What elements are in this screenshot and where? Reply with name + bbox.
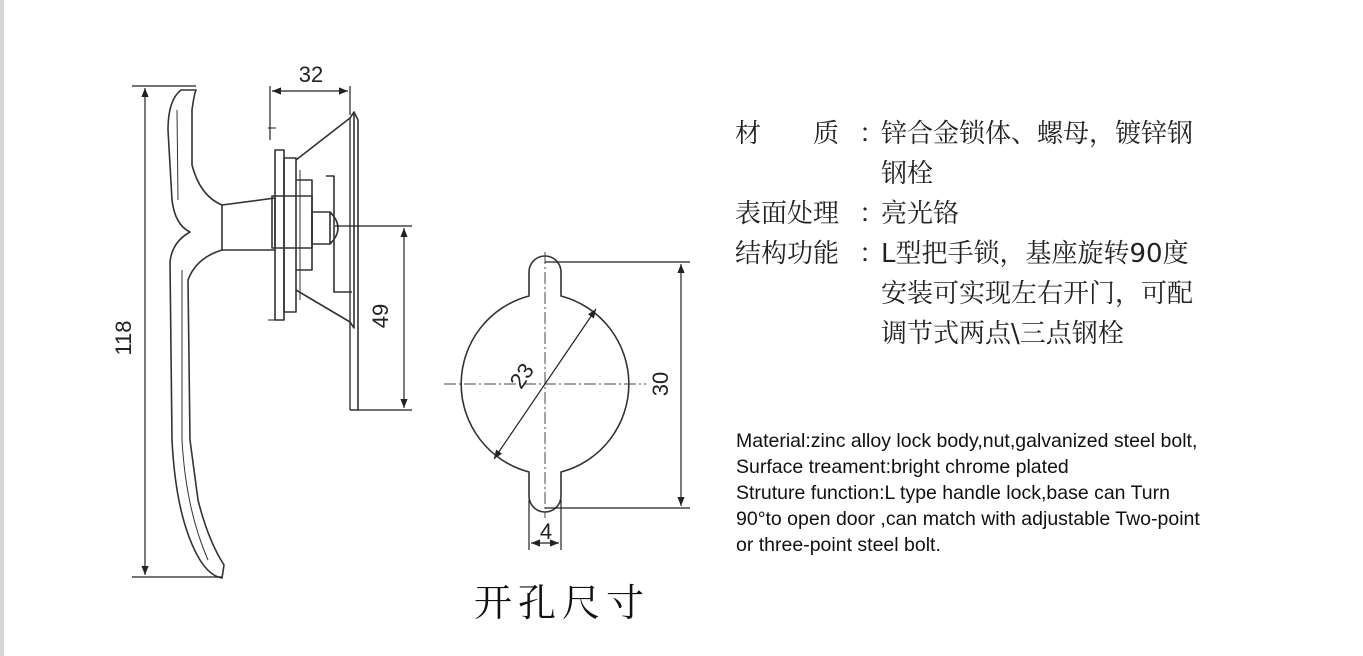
spec-label-material: 材 质 <box>735 119 840 149</box>
spec-en-line: 90°to open door ,can match with adjustable Two-point <box>736 508 1200 530</box>
dim-118-label: 118 <box>111 320 136 356</box>
spec-value-line: 锌合金锁体、螺母，镀锌钢 <box>881 119 1194 149</box>
spec-value-line: L型把手锁，基座旋转90度 <box>881 239 1189 269</box>
spec-colon: ： <box>859 239 886 269</box>
dim-32-label: 32 <box>298 62 324 87</box>
hole-size-caption: 开孔尺寸 <box>474 581 651 625</box>
dim-30-label: 30 <box>648 371 673 397</box>
spec-row-surface <box>735 194 1295 234</box>
spec-value-line: 调节式两点\三点钢栓 <box>881 319 1124 349</box>
spec-colon: ： <box>859 199 886 229</box>
spec-en-line: or three-point steel bolt. <box>736 534 941 556</box>
dim-4-label: 4 <box>539 519 553 544</box>
spec-value-line: 亮光铬 <box>881 199 960 229</box>
spec-value-line: 钢栓 <box>881 159 934 189</box>
spec-value-line: 安装可实现左右开门，可配 <box>881 279 1194 309</box>
spec-row-function <box>735 234 1295 354</box>
spec-chinese <box>735 114 1295 354</box>
spec-en-line: Material:zinc alloy lock body,nut,galvanized steel bolt, <box>736 430 1198 452</box>
spec-english <box>736 428 1336 558</box>
dimension-lines-handle <box>132 86 412 577</box>
spec-row-material <box>735 114 1295 194</box>
dimension-lines-hole <box>494 262 690 550</box>
spec-label-surface: 表面处理 <box>735 199 840 229</box>
handle-side-view <box>168 90 358 578</box>
dim-49-label: 49 <box>368 303 393 329</box>
spec-label-function: 结构功能 <box>735 239 840 269</box>
spec-colon: ： <box>859 119 886 149</box>
dim-23-label: 23 <box>504 358 539 393</box>
spec-en-line: Surface treament:bright chrome plated <box>736 456 1069 478</box>
spec-en-line: Struture function:L type handle lock,base can Turn <box>736 482 1170 504</box>
